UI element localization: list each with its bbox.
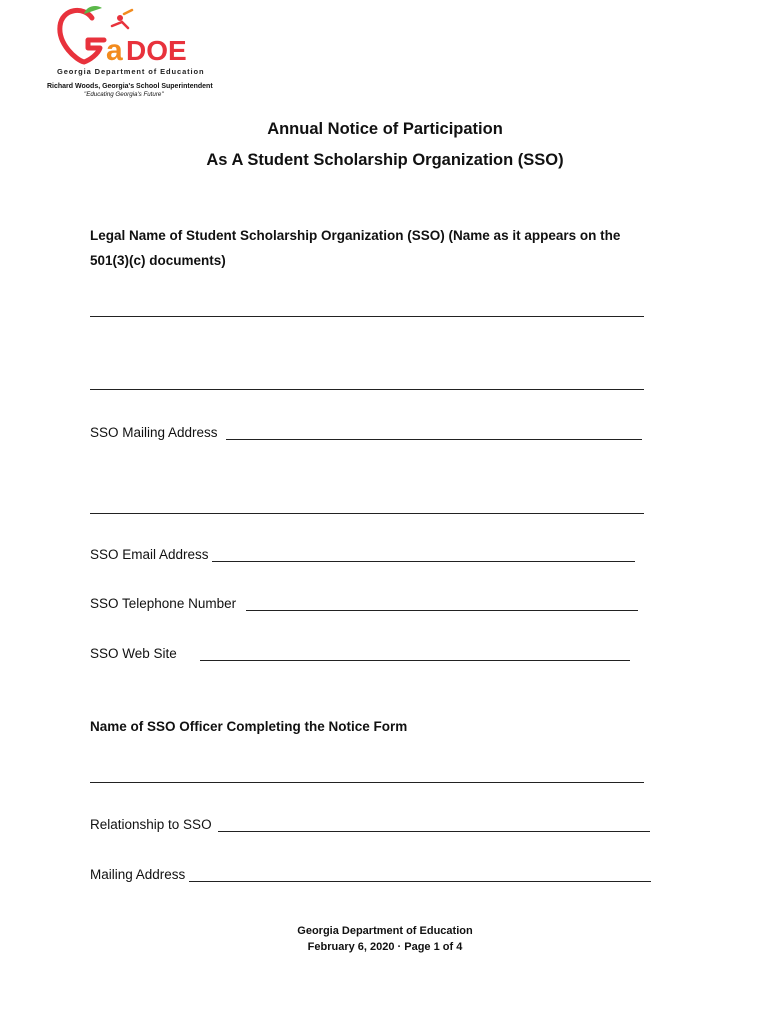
logo-superintendent-text: Richard Woods, Georgia's School Superintendent bbox=[47, 83, 213, 90]
email-label: SSO Email Address bbox=[90, 547, 209, 562]
mailing-address-line-2[interactable] bbox=[90, 513, 644, 514]
footer-org: Georgia Department of Education bbox=[297, 925, 473, 937]
website-line[interactable] bbox=[200, 660, 630, 661]
email-line[interactable] bbox=[212, 561, 635, 562]
logo-letters-doe: DOE bbox=[126, 35, 187, 66]
flag-icon bbox=[124, 10, 132, 14]
leaf-icon bbox=[84, 6, 102, 14]
footer-date-page: February 6, 2020 · Page 1 of 4 bbox=[307, 941, 463, 953]
officer-name-label: Name of SSO Officer Completing the Notice Form bbox=[90, 719, 408, 734]
legal-name-label-cont: 501(3)(c) documents) bbox=[90, 253, 226, 268]
page-title: Annual Notice of Participation bbox=[267, 120, 503, 138]
officer-name-line[interactable] bbox=[90, 782, 644, 783]
heart-g-icon bbox=[60, 10, 104, 62]
logo-letter-a: a bbox=[106, 34, 123, 66]
website-label: SSO Web Site bbox=[90, 646, 177, 661]
relationship-line[interactable] bbox=[218, 831, 650, 832]
gadoe-logo-mark bbox=[54, 4, 199, 66]
figure-head-icon bbox=[117, 15, 123, 21]
relationship-label: Relationship to SSO bbox=[90, 817, 212, 832]
figure-arms-icon bbox=[112, 22, 128, 28]
logo-department-text: Georgia Department of Education bbox=[57, 67, 205, 76]
telephone-line[interactable] bbox=[246, 610, 638, 611]
legal-name-label: Legal Name of Student Scholarship Organization (SSO) (Name as it appears on the bbox=[90, 228, 621, 243]
officer-mailing-line[interactable] bbox=[189, 881, 651, 882]
legal-name-line-2[interactable] bbox=[90, 389, 644, 390]
page-subtitle: As A Student Scholarship Organization (SSO) bbox=[206, 151, 564, 169]
mailing-address-label: SSO Mailing Address bbox=[90, 425, 218, 440]
mailing-address-line[interactable] bbox=[226, 439, 642, 440]
logo-motto-text: "Educating Georgia's Future" bbox=[84, 91, 164, 98]
officer-mailing-label: Mailing Address bbox=[90, 867, 186, 882]
legal-name-line-1[interactable] bbox=[90, 316, 644, 317]
telephone-label: SSO Telephone Number bbox=[90, 596, 237, 611]
